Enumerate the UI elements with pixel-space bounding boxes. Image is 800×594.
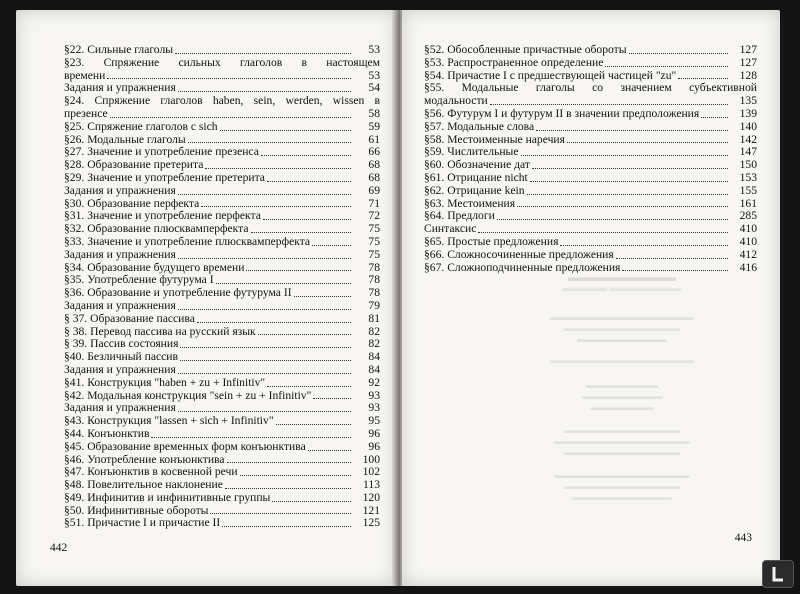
toc-entry-title: §65. Простые предложения [424, 234, 559, 248]
dot-leader [178, 373, 351, 374]
bleed-through-text: ▬▬▬▬▬▬▬▬▬ ▬▬▬▬▬ ▬▬▬▬▬▬▬▬ ▬▬▬▬▬▬▬▬▬▬▬▬▬▬▬▬ ▬▬▬▬▬▬▬▬▬▬▬▬▬ ▬▬▬▬▬▬▬▬▬▬ ▬▬▬▬▬▬▬▬▬▬▬▬▬▬▬▬ ▬▬▬▬▬▬▬▬ ▬▬▬▬▬▬▬▬▬ ▬▬▬▬▬▬▬ ▬▬▬▬▬▬▬▬▬▬▬▬▬ ▬▬▬▬▬▬▬▬▬▬▬▬▬▬▬ ▬▬▬▬▬▬▬▬▬▬▬▬▬ ▬▬▬▬▬▬▬▬▬▬▬▬▬▬▬ ▬▬▬▬▬▬▬▬▬▬▬▬▬ ▬▬▬▬▬▬▬▬▬▬▬ [550, 270, 694, 502]
toc-entry-title: Задания и упражнения [64, 362, 176, 376]
dot-leader [107, 78, 351, 79]
dot-leader [227, 462, 352, 463]
toc-entry-page: 66 [368, 145, 380, 159]
toc-entry-page: 140 [739, 119, 757, 133]
dot-leader [517, 206, 728, 207]
toc-right [424, 44, 757, 274]
dot-leader [490, 104, 728, 105]
dot-leader [532, 168, 728, 169]
toc-entry-page: 155 [739, 183, 757, 197]
toc-entry-title: § 38. Перевод пассива на русский язык [64, 324, 256, 338]
toc-entry [64, 441, 380, 454]
toc-entry-page: 135 [739, 94, 757, 108]
toc-entry-page: 120 [362, 490, 380, 504]
toc-entry-title: §23. Спряжение сильных глаголов в настоящем [64, 55, 380, 69]
toc-entry-page: 81 [368, 311, 380, 325]
toc-entry-page: 147 [739, 145, 757, 159]
toc-entry-title: §57. Модальные слова [424, 119, 535, 133]
toc-entry-page: 416 [739, 260, 757, 274]
toc-entry [64, 249, 380, 262]
toc-entry-title: §43. Конструкция "lassen + sich + Infinitiv" [64, 414, 274, 428]
toc-entry-title: §59. Числительные [424, 145, 519, 159]
toc-entry-title: §52. Обособленные причастные обороты [424, 43, 627, 56]
toc-entry-title: Задания и упражнения [64, 183, 176, 197]
toc-entry-page: 54 [368, 81, 380, 95]
dot-leader [188, 142, 351, 143]
toc-entry-page: 75 [368, 222, 380, 236]
toc-entry-page: 100 [362, 452, 380, 466]
page-number-left: 442 [50, 542, 68, 554]
toc-entry-page: 93 [368, 401, 380, 415]
toc-entry-continuation [64, 108, 380, 121]
dot-leader [220, 130, 351, 131]
dot-leader [527, 194, 728, 195]
toc-entry-page: 139 [739, 106, 757, 120]
toc-entry-page: 113 [363, 478, 380, 492]
dot-leader [201, 206, 351, 207]
toc-entry-page: 69 [368, 183, 380, 197]
dot-leader [216, 283, 351, 284]
toc-entry-title: §31. Значение и употребление перфекта [64, 209, 261, 223]
toc-entry-page: 95 [368, 414, 380, 428]
dot-leader [267, 386, 351, 387]
dot-leader [197, 322, 351, 323]
toc-entry-title: §30. Образование перфекта [64, 196, 200, 210]
labirint-logo-icon[interactable] [762, 560, 794, 588]
dot-leader [263, 219, 351, 220]
dot-leader [110, 117, 351, 118]
toc-entry-page: 72 [368, 209, 380, 223]
toc-entry-page: 75 [368, 234, 380, 248]
dot-leader [246, 270, 351, 271]
toc-entry [424, 44, 757, 57]
toc-entry-title: §24. Спряжение глаголов haben, sein, werden, wissen в [64, 94, 380, 108]
toc-entry-page: 78 [368, 286, 380, 300]
dot-leader [258, 334, 351, 335]
dot-leader [560, 245, 728, 246]
toc-left [64, 44, 380, 530]
dot-leader [272, 501, 351, 502]
toc-entry [64, 236, 380, 249]
dot-leader [175, 53, 351, 54]
toc-entry [64, 172, 380, 185]
dot-leader [276, 424, 351, 425]
toc-entry-title: презенсе [64, 106, 108, 120]
toc-entry-page: 75 [368, 247, 380, 261]
toc-entry-title: § 37. Образование пассива [64, 311, 195, 325]
dot-leader [312, 245, 351, 246]
dot-leader [530, 181, 728, 182]
toc-entry [424, 108, 757, 121]
toc-entry-title: §56. Футурум I и футурум II в значении предположения [424, 106, 700, 120]
toc-entry-title: §40. Безличный пассив [64, 350, 178, 364]
toc-entry-title: §49. Инфинитив и инфинитивные группы [64, 490, 271, 504]
toc-entry-title: §36. Образование и употребление футурума II [64, 286, 292, 300]
dot-leader [267, 181, 351, 182]
toc-entry-page: 84 [368, 362, 380, 376]
dot-leader [629, 53, 729, 54]
dot-leader [497, 219, 728, 220]
toc-entry [64, 95, 380, 108]
toc-entry-page: 153 [739, 170, 757, 184]
dot-leader [701, 117, 728, 118]
dot-leader [251, 232, 351, 233]
toc-entry-title: §45. Образование временных форм конъюнктива [64, 439, 306, 453]
toc-entry-page: 121 [362, 503, 380, 517]
dot-leader [313, 398, 351, 399]
toc-entry-title: §42. Модальная конструкция "sein + zu + Infinitiv" [64, 388, 312, 402]
dot-leader [178, 91, 351, 92]
toc-entry-title: Задания и упражнения [64, 81, 176, 95]
dot-leader [261, 155, 351, 156]
dot-leader [222, 526, 351, 527]
toc-entry-page: 78 [368, 260, 380, 274]
toc-entry-page: 102 [362, 465, 380, 479]
toc-entry [424, 185, 757, 198]
toc-entry-title: §46. Употребление конъюнктива [64, 452, 225, 466]
toc-entry-title: §55. Модальные глаголы со значением субъективной [424, 81, 757, 95]
toc-entry-title: Синтаксис [424, 222, 477, 236]
toc-entry-title: §32. Образование плюсквамперфекта [64, 222, 249, 236]
toc-entry [64, 428, 380, 441]
toc-entry-page: 78 [368, 273, 380, 287]
toc-entry-title: §66. Сложносочиненные предложения [424, 247, 614, 261]
toc-entry-title: Задания и упражнения [64, 247, 176, 261]
dot-leader [536, 130, 728, 131]
toc-entry-page: 161 [739, 196, 757, 210]
toc-entry-title: §58. Местоименные наречия [424, 132, 565, 146]
dot-leader [180, 347, 351, 348]
toc-entry-title: §27. Значение и употребление презенса [64, 145, 259, 159]
dot-leader [605, 66, 728, 67]
toc-entry-page: 53 [368, 68, 380, 82]
toc-entry-title: §44. Конъюнктив [64, 426, 150, 440]
toc-entry-title: §41. Конструкция "haben + zu + Infinitiv" [64, 375, 266, 389]
toc-entry-page: 127 [739, 43, 757, 56]
toc-entry-page: 82 [368, 337, 380, 351]
right-page [402, 10, 780, 586]
dot-leader [294, 296, 351, 297]
toc-entry-title: §47. Конъюнктив в косвенной речи [64, 465, 238, 479]
dot-leader [616, 258, 728, 259]
toc-entry [64, 121, 380, 134]
toc-entry-title: модальности [424, 94, 488, 108]
toc-entry-page: 128 [739, 68, 757, 82]
toc-entry [64, 479, 380, 492]
toc-entry-title: §33. Значение и употребление плюсквамперфекта [64, 234, 311, 248]
toc-entry-title: §48. Повелительное наклонение [64, 478, 223, 492]
toc-entry [64, 57, 380, 70]
toc-entry-title: §64. Предлоги [424, 209, 495, 223]
toc-entry-page: 142 [739, 132, 757, 146]
toc-entry [64, 351, 380, 364]
toc-entry-title: §60. Обозначение дат [424, 158, 530, 172]
dot-leader [178, 194, 351, 195]
toc-entry-page: 127 [739, 55, 757, 69]
toc-entry-page: 82 [368, 324, 380, 338]
toc-entry [424, 57, 757, 70]
toc-entry-title: §62. Отрицание kein [424, 183, 525, 197]
dot-leader [210, 513, 351, 514]
toc-entry-page: 92 [368, 375, 380, 389]
toc-entry-page: 93 [368, 388, 380, 402]
dot-leader [308, 450, 351, 451]
toc-entry [64, 377, 380, 390]
toc-entry [424, 236, 757, 249]
toc-entry-title: Задания и упражнения [64, 401, 176, 415]
toc-entry-title: §34. Образование будущего времени [64, 260, 245, 274]
toc-entry-title: §54. Причастие I с предшествующей частицей "zu" [424, 68, 677, 82]
toc-entry-title: §26. Модальные глаголы [64, 132, 186, 146]
toc-entry-title: §25. Спряжение глаголов с sich [64, 119, 218, 133]
toc-entry-page: 58 [368, 106, 380, 120]
toc-entry [64, 364, 380, 377]
toc-entry [424, 121, 757, 134]
toc-entry-page: 410 [739, 234, 757, 248]
toc-entry-page: 79 [368, 298, 380, 312]
toc-entry-page: 61 [368, 132, 380, 146]
dot-leader [178, 411, 351, 412]
toc-entry-page: 125 [362, 516, 380, 530]
toc-entry-title: §50. Инфинитивные обороты [64, 503, 209, 517]
toc-entry [64, 300, 380, 313]
toc-entry-page: 150 [739, 158, 757, 172]
page-number-right: 443 [734, 532, 752, 544]
dot-leader [240, 475, 351, 476]
toc-entry-title: Задания и упражнения [64, 298, 176, 312]
dot-leader [478, 232, 728, 233]
toc-entry [64, 415, 380, 428]
toc-entry [424, 249, 757, 262]
toc-entry-page: 68 [368, 158, 380, 172]
dot-leader [178, 258, 351, 259]
toc-entry-title: времени [64, 68, 106, 82]
dot-leader [567, 142, 728, 143]
toc-entry-page: 59 [368, 119, 380, 133]
toc-entry-title: §35. Употребление футурума I [64, 273, 214, 287]
toc-entry [64, 185, 380, 198]
dot-leader [678, 78, 728, 79]
toc-entry-title: §53. Распространенное определение [424, 55, 604, 69]
toc-entry-title: §29. Значение и употребление претерита [64, 170, 265, 184]
toc-entry-page: 410 [739, 222, 757, 236]
toc-entry [64, 492, 380, 505]
toc-entry-page: 96 [368, 426, 380, 440]
toc-entry-title: §51. Причастие I и причастие II [64, 516, 221, 530]
toc-entry-page: 96 [368, 439, 380, 453]
toc-entry-page: 412 [739, 247, 757, 261]
toc-entry-page: 71 [368, 196, 380, 210]
toc-entry-title: §22. Сильные глаголы [64, 43, 174, 56]
toc-entry-title: § 39. Пассив состояния [64, 337, 179, 351]
toc-entry-page: 84 [368, 350, 380, 364]
toc-entry [424, 172, 757, 185]
toc-entry-title: §63. Местоимения [424, 196, 516, 210]
dot-leader [178, 309, 351, 310]
toc-entry-page: 53 [368, 43, 380, 56]
dot-leader [521, 155, 729, 156]
toc-entry-title: §28. Образование претерита [64, 158, 204, 172]
toc-entry [64, 313, 380, 326]
dot-leader [151, 437, 351, 438]
toc-entry [64, 517, 380, 530]
dot-leader [225, 488, 351, 489]
toc-entry-page: 68 [368, 170, 380, 184]
toc-entry-title: §67. Сложноподчиненные предложения [424, 260, 621, 274]
toc-entry-title: §61. Отрицание nicht [424, 170, 528, 184]
toc-entry-page: 285 [739, 209, 757, 223]
dot-leader [180, 360, 351, 361]
dot-leader [205, 168, 351, 169]
left-page [16, 10, 396, 586]
